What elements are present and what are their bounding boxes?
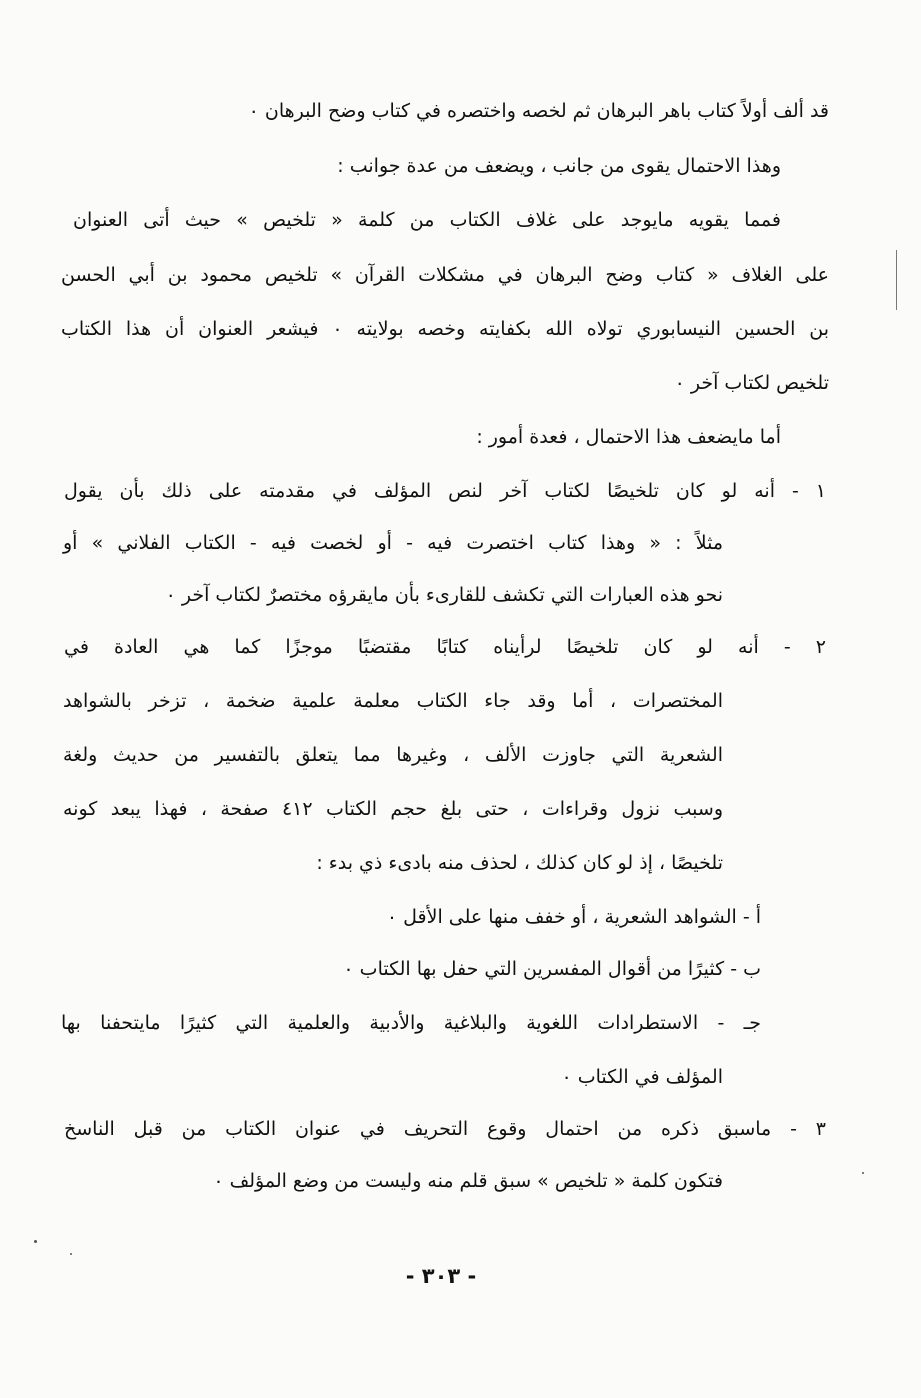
- list-item-3-line-2: فتكون كلمة « تلخيص » سبق قلم منه وليست من وضع المؤلف ٠: [213, 1170, 723, 1192]
- list-item-1-line-2: مثلاً : « وهذا كتاب اختصرت فيه - أو لخصت فيه - الكتاب الفلاني » أو: [63, 532, 723, 554]
- text-line-6: تلخيص لكتاب آخر ٠: [674, 372, 829, 394]
- text-line-1: قد ألف أولاً كتاب باهر البرهان ثم لخصه واختصره في كتاب وضح البرهان ٠: [248, 100, 829, 122]
- text-line-3: فمما يقويه مايوجد على غلاف الكتاب من كلمة « تلخيص » حيث أتى العنوان: [73, 209, 781, 231]
- text-line-7: أما مايضعف هذا الاحتمال ، فعدة أمور :: [476, 426, 781, 448]
- sub-item-b: ب - كثيرًا من أقوال المفسرين التي حفل بها الكتاب ٠: [343, 958, 761, 980]
- sub-item-a: أ - الشواهد الشعرية ، أو خفف منها على الأقل ٠: [386, 906, 761, 928]
- scan-speck: [34, 1240, 37, 1243]
- list-item-1-line-1: ١ - أنه لو كان تلخيصًا لكتاب آخر لنص المؤلف في مقدمته على ذلك بأن يقول: [64, 480, 826, 502]
- sub-item-c-line-2: المؤلف في الكتاب ٠: [561, 1066, 723, 1088]
- list-item-1-line-3: نحو هذه العبارات التي تكشف للقارىء بأن مايقرؤه مختصرٌ لكتاب آخر ٠: [165, 584, 723, 606]
- list-item-2-line-3: الشعرية التي جاوزت الألف ، وغيرها مما يتعلق بالتفسير من حديث ولغة: [63, 744, 723, 766]
- scan-mark: [896, 250, 897, 310]
- list-item-3-line-1: ٣ - ماسبق ذكره من احتمال وقوع التحريف في عنوان الكتاب من قبل الناسخ: [64, 1118, 826, 1140]
- text-line-4: على الغلاف « كتاب وضح البرهان في مشكلات القرآن » تلخيص محمود بن أبي الحسن: [61, 264, 829, 286]
- list-item-2-line-2: المختصرات ، أما وقد جاء الكتاب معلمة علمية ضخمة ، تزخر بالشواهد: [63, 690, 723, 712]
- list-item-2-line-5: تلخيصًا ، إذ لو كان كذلك ، لحذف منه بادىء ذي بدء :: [316, 852, 723, 874]
- scan-speck: [70, 1253, 72, 1255]
- page-number: - ٣٠٣ -: [405, 1264, 477, 1288]
- scan-speck: [862, 1172, 864, 1174]
- list-item-2-line-1: ٢ - أنه لو كان تلخيصًا لرأيناه كتابًا مقتضبًا موجزًا كما هي العادة في: [64, 636, 826, 658]
- text-line-5: بن الحسين النيسابوري تولاه الله بكفايته وخصه بولايته ٠ فيشعر العنوان أن هذا الكتاب: [61, 318, 829, 340]
- text-line-2: وهذا الاحتمال يقوى من جانب ، ويضعف من عدة جوانب :: [337, 155, 781, 177]
- sub-item-c-line-1: جـ - الاستطرادات اللغوية والبلاغية والأدبية والعلمية التي كثيرًا مايتحفنا بها: [61, 1012, 761, 1034]
- list-item-2-line-4: وسبب نزول وقراءات ، حتى بلغ حجم الكتاب ٤١٢ صفحة ، فهذا يبعد كونه: [63, 798, 723, 820]
